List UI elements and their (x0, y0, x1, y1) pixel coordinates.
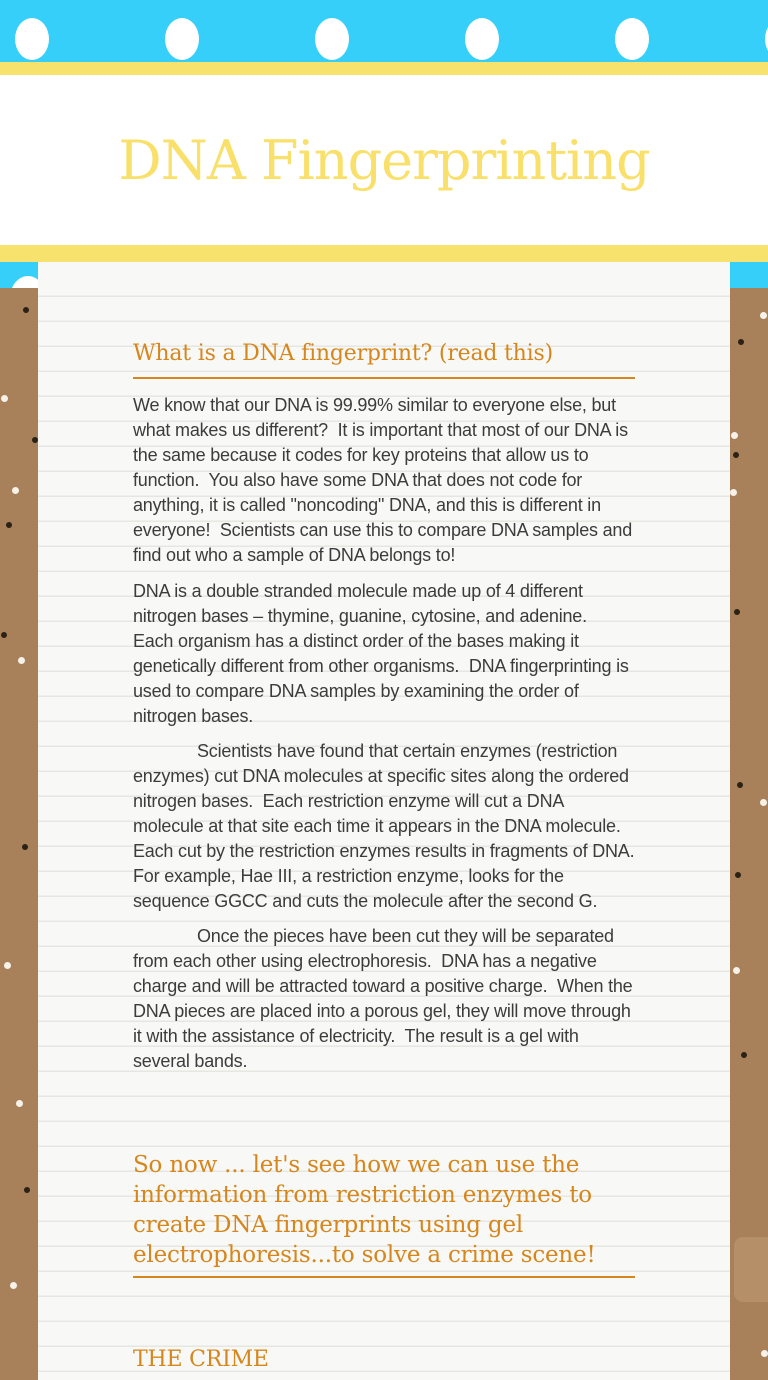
speckle-dot (737, 782, 743, 788)
heading-underline (133, 377, 635, 379)
polka-dot-icon (615, 18, 649, 60)
speckle-dot (18, 657, 25, 664)
yellow-stripe-bottom (0, 245, 768, 262)
top-band (0, 0, 768, 62)
speckle-dot (1, 395, 8, 402)
section-so-now (133, 1150, 635, 1278)
page-title: DNA Fingerprinting (118, 128, 650, 192)
speckle-dot (6, 522, 12, 528)
speckle-dot (735, 872, 741, 878)
section-the-crime (133, 1346, 635, 1374)
kraft-patch (734, 1237, 768, 1302)
paragraph: We know that our DNA is 99.99% similar to everyone else, but what makes us different? It is important that most of our DNA is the same because it codes for key proteins that allow us to function. You also have some DNA that does not code for anything, it is called "noncoding" DNA, and this is different in everyone! Scientists can use this to compare DNA samples and find out who a sample of DNA belongs to! (133, 395, 637, 565)
polka-dot-icon (165, 18, 199, 60)
speckle-dot (10, 1282, 17, 1289)
speckle-dot (23, 307, 29, 313)
title-banner (0, 75, 768, 245)
speckle-dot (761, 1350, 768, 1357)
section-heading: THE CRIME (133, 1347, 269, 1372)
polka-dot-icon (15, 18, 49, 60)
speckle-dot (738, 339, 744, 345)
worksheet-paper (38, 262, 730, 1380)
speckle-dot (733, 967, 740, 974)
paragraph: Scientists have found that certain enzymes (restriction enzymes) cut DNA molecules at specific sites along the ordered nitrogen bases. Each restriction enzyme will cut a DNA molecule at that site each time it appears in the DNA molecule. Each cut by the restriction enzymes results in fragments of DNA. For example, Hae III, a restriction enzyme, looks for the sequence GGCC and cuts the molecule after the second G. (133, 741, 645, 911)
speckle-dot (16, 1100, 23, 1107)
speckle-dot (760, 312, 767, 319)
content-background (0, 262, 768, 1380)
polka-dot-icon (315, 18, 349, 60)
yellow-stripe-top (0, 62, 768, 75)
speckle-dot (4, 962, 11, 969)
polka-dot-icon (465, 18, 499, 60)
speckle-dot (1, 632, 7, 638)
section-heading: What is a DNA fingerprint? (read this) (133, 341, 553, 366)
section-heading: So now ... let's see how we can use the information from restriction enzymes to create DNA fingerprints using gel electrophoresis...to solve a crime scene! (133, 1152, 596, 1268)
heading-underline (133, 1276, 635, 1278)
speckle-dot (760, 799, 767, 806)
speckle-dot (24, 1187, 30, 1193)
speckle-dot (731, 432, 738, 439)
speckle-dot (733, 452, 739, 458)
section-what-is-dna-fingerprint (133, 340, 645, 1074)
speckle-dot (22, 844, 28, 850)
speckle-dot (12, 487, 19, 494)
paragraph: DNA is a double stranded molecule made up of 4 different nitrogen bases – thymine, guanine, cytosine, and adenine. Each organism has a distinct order of the bases making it genetically different from other organisms. DNA fingerprinting is used to compare DNA samples by examining the order of nitrogen bases. (133, 581, 634, 726)
speckle-dot (741, 1052, 747, 1058)
speckle-dot (734, 609, 740, 615)
speckle-dot (730, 489, 737, 496)
paragraph: Once the pieces have been cut they will be separated from each other using electrophoresis. DNA has a negative charge and will be attracted toward a positive charge. When the DNA pieces are placed into a porous gel, they will move through it with the assistance of electricity. The result is a gel with several bands. (133, 926, 638, 1071)
